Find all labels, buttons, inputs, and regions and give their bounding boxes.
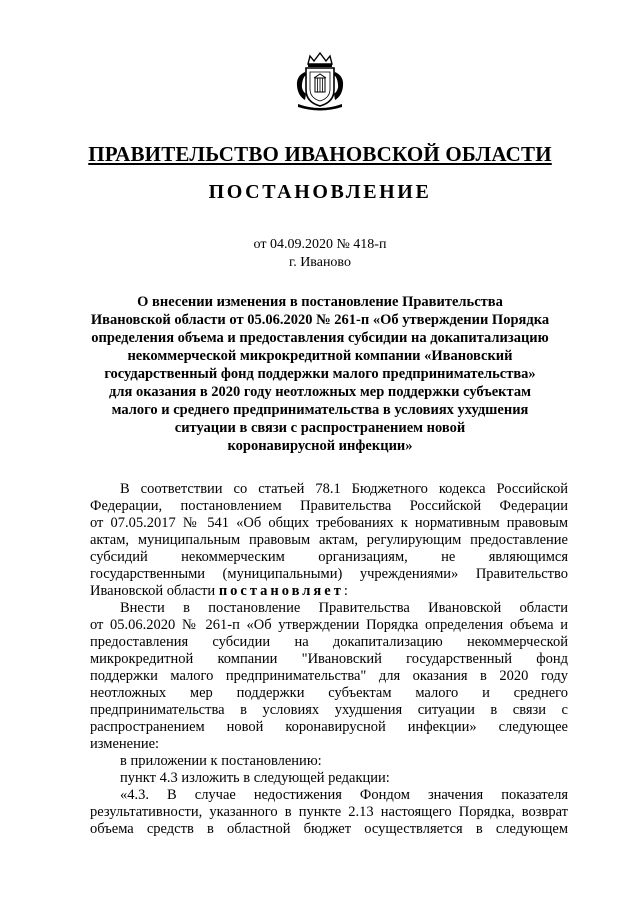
- body-line: [90, 583, 568, 600]
- body-line: от 07.05.2017 № 541 «Об общих требованиях к нормативным правовым: [90, 515, 568, 531]
- body-text-fragment: :: [343, 583, 348, 599]
- body-line: объема средств в областной бюджет осуществляется в следующем: [90, 821, 568, 837]
- body-text-fragment: Ивановской области: [90, 583, 219, 599]
- body-line: изменение:: [90, 736, 160, 752]
- body-line: актам, муниципальным правовым актам, регулирующим предоставление: [90, 532, 568, 548]
- body-line: «4.3. В случае недостижения Фондом значения показателя: [120, 787, 568, 803]
- body-line: В соответствии со статьей 78.1 Бюджетного кодекса Российской: [120, 481, 568, 497]
- body-line: в приложении к постановлению:: [120, 753, 322, 769]
- resolves-word: постановляет: [218, 583, 344, 599]
- body-line: неотложных мер поддержки субъектам малого и среднего: [90, 685, 568, 701]
- government-name: ПРАВИТЕЛЬСТВО ИВАНОВСКОЙ ОБЛАСТИ: [88, 142, 552, 166]
- body-line: Внести в постановление Правительства Ивановской области: [120, 600, 568, 616]
- title-line: О внесении изменения в постановление Правительства: [137, 294, 503, 310]
- title-line: для оказания в 2020 году неотложных мер поддержки субъектам: [109, 384, 531, 400]
- body-line: пункт 4.3 изложить в следующей редакции:: [120, 770, 390, 786]
- title-line: ситуации в связи с распространением новой: [174, 420, 466, 436]
- coat-of-arms-icon: [288, 50, 352, 112]
- body-line: результативности, указанного в пункте 2.13 настоящего Порядка, возврат: [90, 804, 568, 820]
- title-line: определения объема и предоставления субсидии на докапитализацию: [91, 330, 549, 346]
- title-line: коронавирусной инфекции»: [227, 438, 413, 454]
- body-line: субсидий некоммерческим организациям, не являющимся: [90, 549, 568, 565]
- title-line: малого и среднего предпринимательства в условиях ухудшения: [111, 402, 529, 418]
- document-body: [90, 481, 568, 838]
- body-line: поддержки малого предпринимательства" для оказания в 2020 году: [90, 668, 568, 684]
- title-line: Ивановской области от 05.06.2020 № 261-п «Об утверждении Порядка: [90, 312, 550, 328]
- coat-of-arms-emblem: [288, 50, 352, 112]
- document-title: [70, 293, 570, 455]
- document-type: ПОСТАНОВЛЕНИЕ: [208, 181, 432, 203]
- document-meta: [160, 236, 480, 272]
- body-line: микрокредитной компании "Ивановский государственный фонд: [90, 651, 568, 667]
- city: г. Иваново: [289, 255, 351, 270]
- body-line: от 05.06.2020 № 261-п «Об утверждении Порядка определения объема и: [90, 617, 568, 633]
- body-line: государственными (муниципальными) учреждениями» Правительство: [90, 566, 568, 582]
- body-line: предоставления субсидии на докапитализацию некоммерческой: [90, 634, 568, 650]
- body-line: распространением новой коронавирусной инфекции» следующее: [90, 719, 568, 735]
- date-and-number: от 04.09.2020 № 418-п: [253, 237, 387, 252]
- title-line: государственный фонд поддержки малого предпринимательства»: [104, 366, 536, 382]
- body-line: предпринимательства в условиях ухудшения ситуации в связи с: [90, 702, 568, 718]
- body-line: Федерации, постановлением Правительства Российской Федерации: [90, 498, 568, 514]
- title-line: некоммерческой микрокредитной компании «Ивановский: [127, 348, 513, 364]
